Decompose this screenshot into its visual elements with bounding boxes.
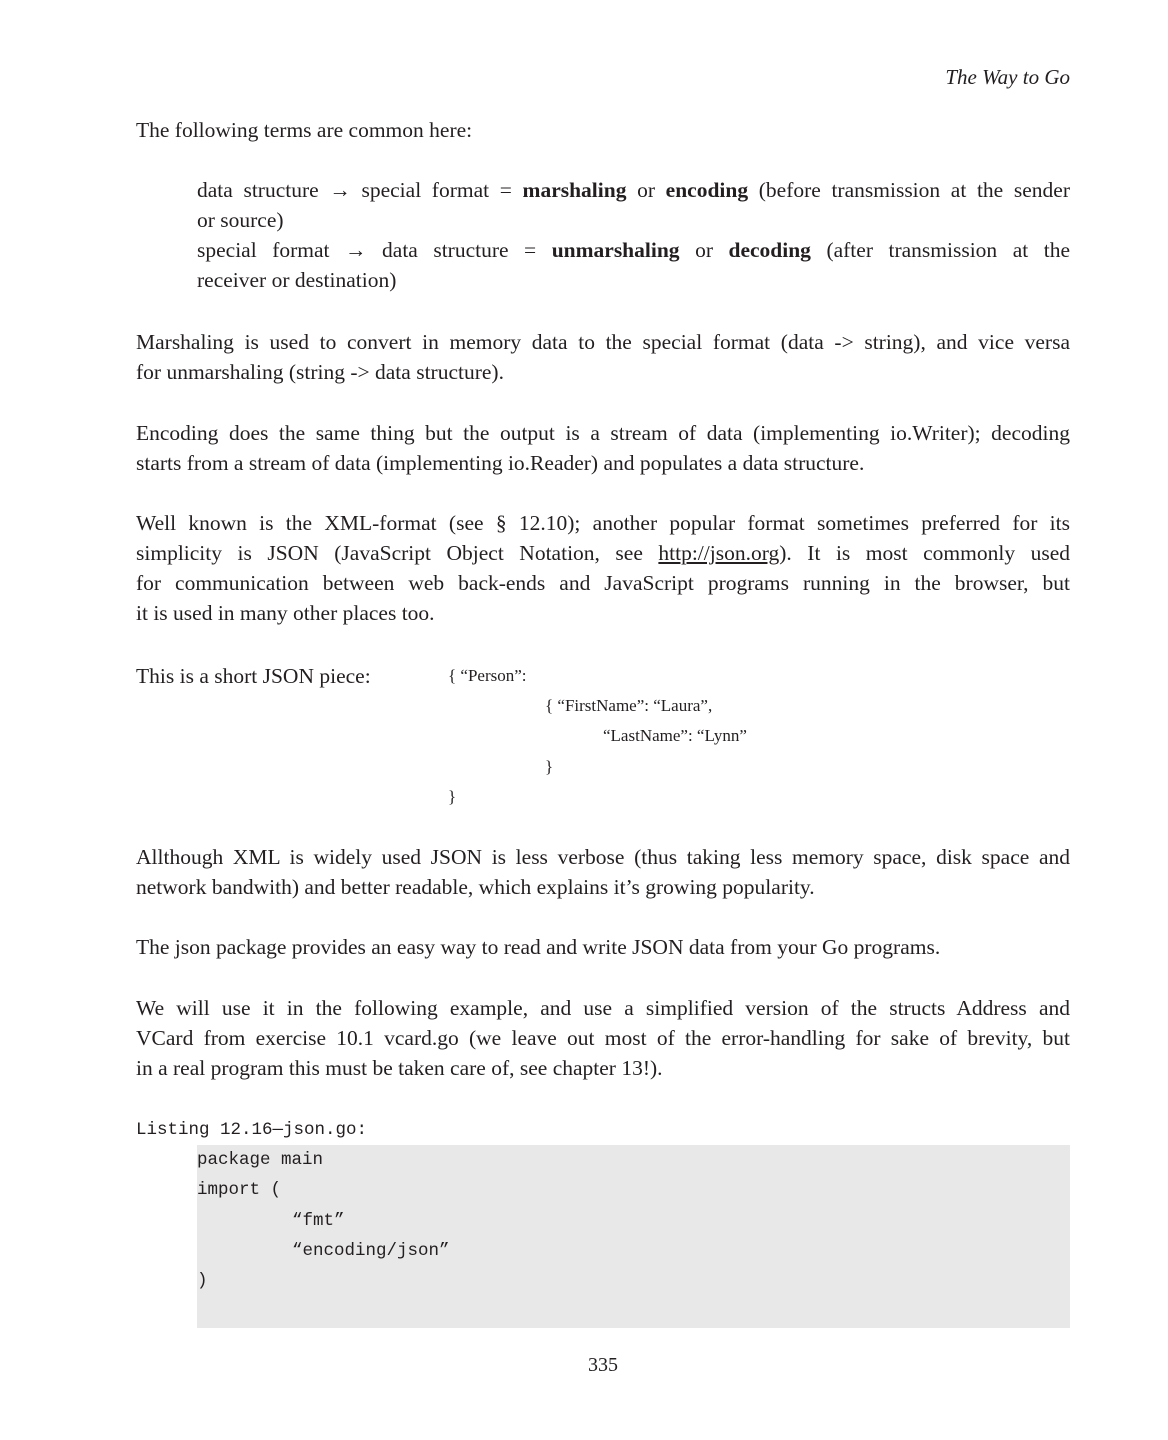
text-line bbox=[136, 448, 1070, 478]
running-header: The Way to Go bbox=[945, 65, 1070, 89]
page-number: 335 bbox=[588, 1354, 618, 1376]
paragraph-package bbox=[136, 932, 1070, 962]
text-line bbox=[136, 932, 1070, 962]
paragraph-verbose bbox=[136, 842, 1070, 902]
text-segment: or bbox=[679, 238, 729, 262]
text-line bbox=[197, 235, 1070, 265]
bold-term: marshaling bbox=[522, 178, 627, 202]
bold-term: encoding bbox=[665, 178, 749, 202]
json-line: “LastName”: “Lynn” bbox=[603, 726, 747, 745]
text-segment: starts from a stream of data (implementing io.Reader) and populates a data structure. bbox=[136, 451, 865, 475]
paragraph-marshaling bbox=[136, 327, 1070, 387]
json-line: } bbox=[545, 757, 554, 776]
text-line bbox=[136, 598, 1070, 628]
text-segment: Well known is the XML-format (see § 12.10); another popular format sometimes preferred for its bbox=[136, 511, 1070, 535]
text-line bbox=[136, 418, 1070, 448]
text-segment: data structure = bbox=[366, 238, 552, 262]
text-segment: VCard from exercise 10.1 vcard.go (we leave out most of the error-handling for sake of brevity, but bbox=[136, 1026, 1070, 1050]
text-segment: in a real program this must be taken care of, see chapter 13!). bbox=[136, 1056, 663, 1080]
bold-term: decoding bbox=[728, 238, 811, 262]
paragraph-intro bbox=[136, 115, 1070, 145]
paragraph-terms bbox=[197, 175, 1070, 295]
code-line: ) bbox=[197, 1271, 208, 1291]
code-line: “fmt” bbox=[292, 1211, 345, 1231]
paragraph-example bbox=[136, 993, 1070, 1083]
arrow-right-icon: → bbox=[329, 178, 351, 202]
text-segment: Encoding does the same thing but the output is a stream of data (implementing io.Writer); decoding bbox=[136, 421, 1070, 445]
text-line bbox=[136, 1023, 1070, 1053]
arrow-right-icon: → bbox=[345, 238, 367, 262]
json-line: } bbox=[448, 787, 457, 806]
json-org-link[interactable]: http://json.org bbox=[658, 541, 780, 565]
text-segment: The json package provides an easy way to read and write JSON data from your Go programs. bbox=[136, 935, 941, 959]
code-line: “encoding/json” bbox=[292, 1241, 450, 1261]
text-segment: (before transmission at the sender bbox=[748, 178, 1070, 202]
text-segment: special format = bbox=[350, 178, 523, 202]
text-line bbox=[136, 115, 1070, 145]
text-line bbox=[136, 357, 1070, 387]
text-segment: for unmarshaling (string -> data structure). bbox=[136, 360, 504, 384]
text-line bbox=[197, 175, 1070, 205]
text-segment: ). It is most commonly used bbox=[779, 541, 1070, 565]
listing-caption: Listing 12.16—json.go: bbox=[136, 1120, 368, 1140]
text-line bbox=[136, 842, 1070, 872]
text-line bbox=[136, 872, 1070, 902]
text-segment: network bandwith) and better readable, which explains it’s growing popularity. bbox=[136, 875, 815, 899]
text-segment: Allthough XML is widely used JSON is less verbose (thus taking less memory space, disk space and bbox=[136, 845, 1070, 869]
text-line bbox=[197, 265, 1070, 295]
text-segment: it is used in many other places too. bbox=[136, 601, 435, 625]
text-segment: special format bbox=[197, 238, 346, 262]
json-line: { “FirstName”: “Laura”, bbox=[545, 696, 713, 715]
text-line bbox=[136, 327, 1070, 357]
text-segment: simplicity is JSON (JavaScript Object Notation, see bbox=[136, 541, 659, 565]
text-segment: for communication between web back-ends and JavaScript programs running in the browser, but bbox=[136, 571, 1070, 595]
text-line bbox=[197, 205, 1070, 235]
paragraph-xml bbox=[136, 508, 1070, 628]
text-segment: data structure bbox=[197, 178, 330, 202]
code-line: import ( bbox=[197, 1180, 282, 1200]
text-line bbox=[136, 508, 1070, 538]
text-line bbox=[136, 568, 1070, 598]
text-segment: receiver or destination) bbox=[197, 268, 397, 292]
json-line: { “Person”: bbox=[448, 666, 527, 685]
text-line bbox=[136, 1053, 1070, 1083]
code-line: package main bbox=[197, 1150, 324, 1170]
text-segment: (after transmission at the bbox=[810, 238, 1070, 262]
json-example-label: This is a short JSON piece: bbox=[136, 664, 371, 688]
text-segment: We will use it in the following example, and use a simplified version of the structs Address and bbox=[136, 996, 1070, 1020]
text-line bbox=[136, 538, 1070, 568]
text-segment: or bbox=[626, 178, 666, 202]
paragraph-encoding bbox=[136, 418, 1070, 478]
text-segment: Marshaling is used to convert in memory data to the special format (data -> string), and vice versa bbox=[136, 330, 1070, 354]
text-segment: or source) bbox=[197, 208, 284, 232]
text-line bbox=[136, 993, 1070, 1023]
bold-term: unmarshaling bbox=[551, 238, 680, 262]
code-block bbox=[197, 1145, 1070, 1328]
text-segment: The following terms are common here: bbox=[136, 118, 473, 142]
